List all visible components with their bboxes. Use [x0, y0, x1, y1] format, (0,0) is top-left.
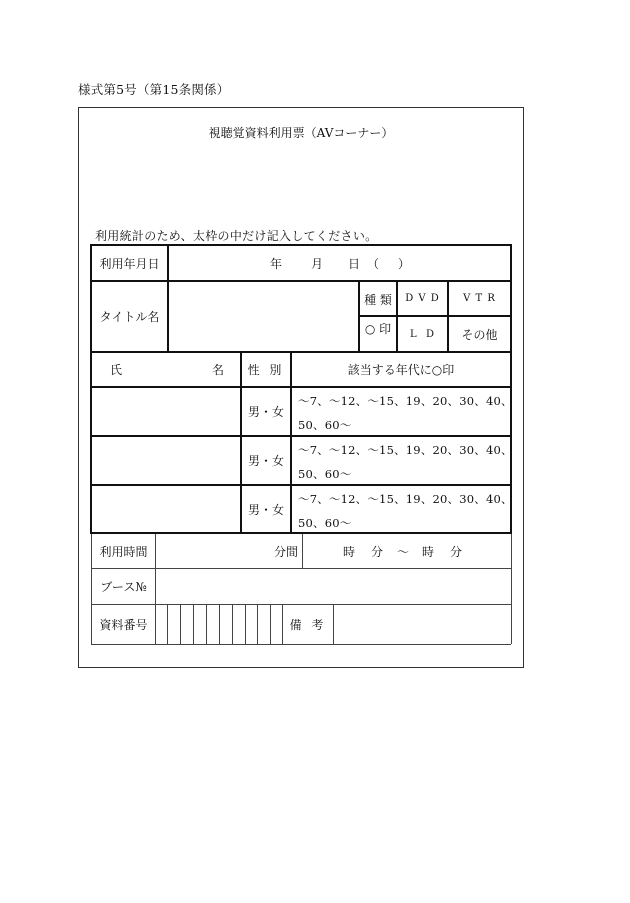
title-input[interactable]	[169, 282, 358, 351]
user-name-input-1[interactable]	[92, 388, 240, 435]
user-era-2[interactable]	[298, 438, 513, 486]
instruction-text: 利用統計のため、太枠の中だけ記入してください。	[95, 229, 378, 243]
kind-mark-label: ○ 印	[364, 321, 392, 336]
usage-time-range-field[interactable]	[303, 535, 511, 568]
user-gender-3[interactable]: 男・女	[247, 503, 284, 517]
user-era-1-line1: 〜7、〜12、〜15、19、20、30、40、	[298, 394, 513, 408]
name-header-first: 氏	[110, 363, 123, 377]
weekday-open-paren: （	[367, 256, 380, 271]
title-label: タイトル名	[99, 310, 160, 324]
kind-label: 種 類	[364, 292, 392, 307]
user-era-3-line1: 〜7、〜12、〜15、19、20、30、40、	[298, 492, 513, 506]
name-header	[92, 353, 240, 386]
to-hour-unit: 時	[422, 545, 435, 559]
date-field[interactable]	[170, 246, 510, 280]
booth-label: ブース№	[100, 580, 147, 594]
usage-minutes-unit: 分間	[274, 545, 299, 559]
booth-input[interactable]	[156, 569, 511, 604]
from-hour-unit: 時	[343, 545, 356, 559]
user-era-1[interactable]	[298, 389, 513, 437]
date-year: 年	[270, 256, 283, 271]
date-month: 月	[311, 256, 324, 271]
form-title: 視聴覚資料利用票（AVコーナー）	[208, 126, 394, 140]
user-era-2-line1: 〜7、〜12、〜15、19、20、30、40、	[298, 443, 513, 457]
material-number-input[interactable]	[156, 605, 282, 644]
user-era-3[interactable]	[298, 487, 513, 535]
era-header: 該当する年代に○印	[347, 363, 455, 377]
media-other[interactable]: その他	[461, 327, 498, 342]
usage-time-label: 利用時間	[99, 545, 148, 559]
user-era-3-line2: 50、60〜	[298, 516, 352, 530]
remarks-input[interactable]	[334, 605, 511, 644]
user-name-input-3[interactable]	[92, 486, 240, 533]
date-label: 利用年月日	[99, 256, 160, 271]
material-number-label: 資料番号	[99, 618, 148, 632]
form-code: 様式第5号（第15条関係）	[78, 82, 230, 97]
time-range-tilde: 〜	[397, 545, 410, 559]
media-ld[interactable]: L D	[409, 328, 435, 340]
name-header-second: 名	[212, 363, 225, 377]
usage-minutes-field[interactable]	[156, 535, 302, 568]
media-vtr[interactable]: V T R	[463, 293, 496, 304]
media-dvd[interactable]: D V D	[405, 293, 440, 304]
user-era-2-line2: 50、60〜	[298, 467, 352, 481]
to-minute-unit: 分	[450, 545, 463, 559]
user-gender-2[interactable]: 男・女	[247, 454, 284, 468]
weekday-close-paren: ）	[398, 256, 411, 271]
user-era-1-line2: 50、60〜	[298, 418, 352, 432]
gender-header: 性 別	[247, 363, 285, 377]
user-name-input-2[interactable]	[92, 437, 240, 484]
from-minute-unit: 分	[371, 545, 384, 559]
remarks-label: 備 考	[289, 618, 327, 632]
date-day: 日	[348, 256, 361, 271]
user-gender-1[interactable]: 男・女	[247, 405, 284, 419]
